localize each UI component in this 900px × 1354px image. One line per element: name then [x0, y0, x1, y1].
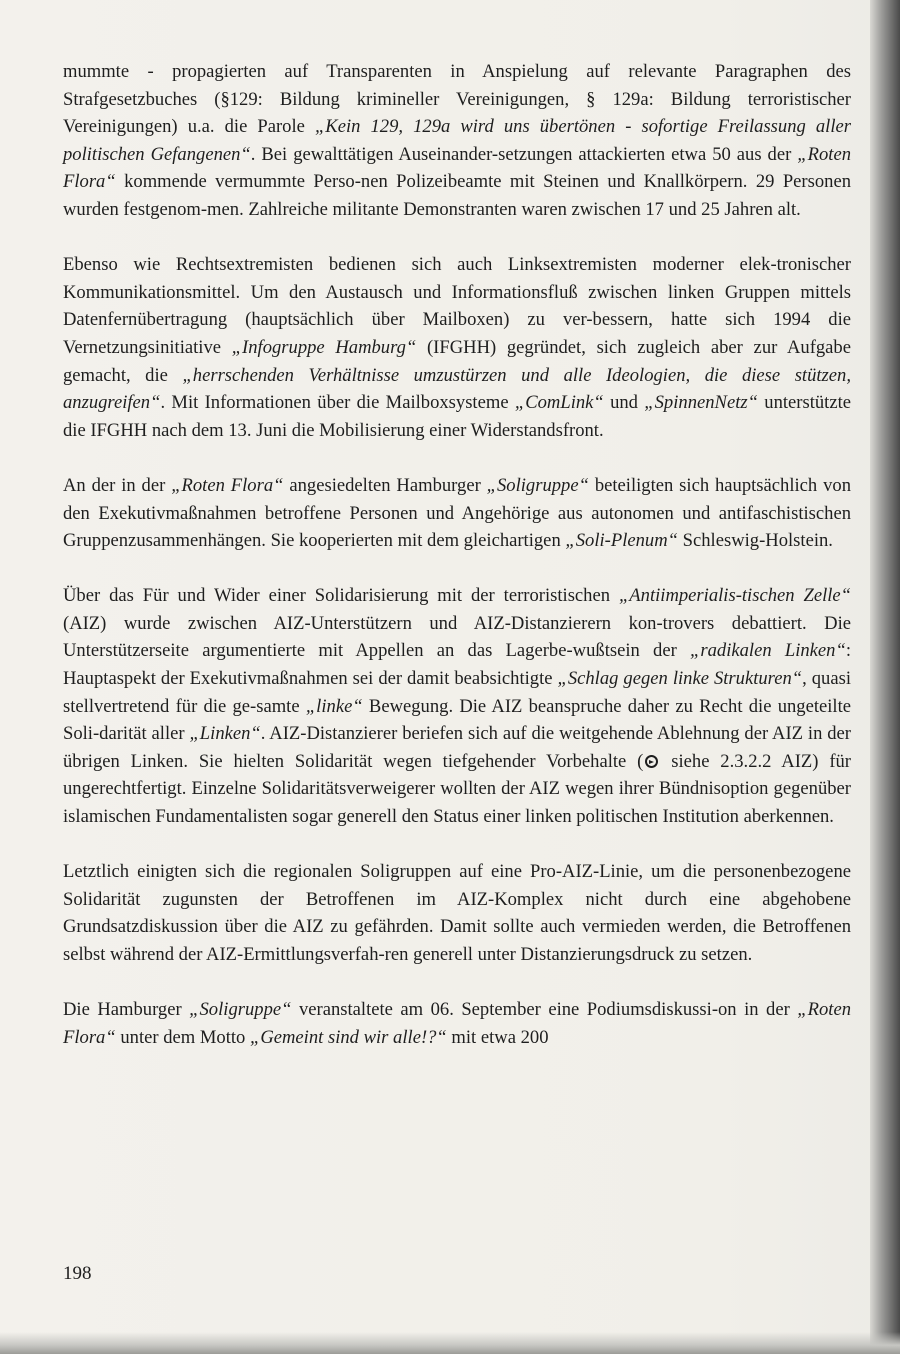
- italic-quote: „herrschenden Verhältnisse umzustürzen und alle Ideologien, die diese stützen, anzugreifen“: [63, 364, 851, 414]
- paragraph: [63, 858, 851, 968]
- text-run: Schleswig-Holstein.: [678, 530, 833, 552]
- paragraph: [63, 251, 851, 444]
- paragraph: [63, 996, 851, 1051]
- text-run: siehe 2.3.2.2 AIZ) für ungerechtfertigt. Einzelne Solidaritätsverweigerer wollten der AIZ wegen ihrer Bündnisoption gegenüber islamischen Fundamentalisten sogar generell den Status einer linken politischen Institution aberkennen.: [63, 750, 851, 828]
- text-run: Die Hamburger: [63, 999, 190, 1021]
- italic-quote: „linke“: [305, 695, 363, 717]
- italic-quote: „Roten Flora“: [63, 143, 852, 193]
- italic-quote: „Roten Flora“: [171, 474, 284, 496]
- text-run: angesiedelten Hamburger: [283, 474, 487, 496]
- text-run: An der in der: [63, 474, 172, 496]
- text-run: (AIZ) wurde zwischen AIZ-Unterstützern und AIZ-Distanzierern kon-trovers debattiert. Die Unterstützerseite argumentierte mit Appellen an das Lagerbe-wußtsein der: [63, 612, 851, 662]
- italic-quote: „Soligruppe“: [189, 999, 292, 1021]
- page-edge-shadow: [870, 0, 900, 1354]
- page-bottom-shadow: [0, 1332, 900, 1354]
- text-run: . Mit Informationen über die Mailboxsysteme: [160, 392, 515, 414]
- paragraph: [63, 472, 851, 555]
- paragraph: [63, 582, 851, 830]
- text-run: . AIZ-Distanzierer beriefen sich auf die weitgehende Ablehnung der AIZ in der übrigen Linken. Sie hielten Solidarität wegen tiefgehender Vorbehalte (: [63, 723, 851, 772]
- italic-quote: „Schlag gegen linke Strukturen“: [557, 668, 803, 690]
- text-run: , quasi stellvertretend für die ge-samte: [63, 668, 851, 717]
- text-run: kommende vermummte Perso-nen Polizeibeamte mit Steinen und Knallkörpern. 29 Personen wurden festgenom-men. Zahlreiche militante Demonstranten waren zwischen 17 und 25 Jahren alt.: [63, 171, 851, 220]
- text-run: Über das Für und Wider einer Solidarisierung mit der terroristischen: [63, 585, 619, 607]
- body-text: [63, 58, 851, 1079]
- text-run: Letztlich einigten sich die regionalen Soligruppen auf eine Pro-AIZ-Linie, um die personenbezogene Solidarität zugunsten der Betroffenen im AIZ-Komplex nicht durch eine abgehobene Grundsatzdiskussion über die AIZ zu gefährden. Damit sollte auch vermieden werden, die Betroffenen selbst während der AIZ-Ermittlungsverfah-ren generell unter Distanzierungsdruck zu setzen.: [63, 861, 851, 965]
- italic-quote: „Roten Flora“: [63, 999, 851, 1048]
- text-run: beteiligten sich hauptsächlich von den Exekutivmaßnahmen betroffene Personen und Angehörige aus autonomen und antifaschistischen Gruppenzusammenhängen. Sie kooperierten mit dem gleichartigen: [63, 474, 851, 552]
- italic-quote: „Soli-Plenum“: [565, 530, 678, 552]
- page-number: 198: [63, 1263, 92, 1284]
- italic-quote: „SpinnenNetz“: [644, 392, 758, 414]
- text-run: mit etwa 200: [446, 1026, 549, 1048]
- text-run: veranstaltete am 06. September eine Podiumsdiskussi-on in der: [291, 999, 798, 1021]
- italic-quote: „ComLink“: [514, 392, 604, 414]
- text-run: . Bei gewalttätigen Auseinander-setzungen attackierten etwa 50 aus der: [250, 143, 798, 165]
- text-run: und: [603, 392, 645, 414]
- text-run: (IFGHH) gegründet, sich zugleich aber zur Aufgabe gemacht, die: [63, 336, 851, 386]
- text-run: unterstützte die IFGHH nach dem 13. Juni die Mobilisierung einer Widerstandsfront.: [63, 392, 852, 441]
- text-run: : Hauptaspekt der Exekutivmaßnahmen sei der damit beabsichtigte: [63, 640, 851, 690]
- text-run: mummte - propagierten auf Transparenten in Anspielung auf relevante Paragraphen des Strafgesetzbuches (§129: Bildung krimineller Vereinigungen, § 129a: Bildung terroristischer Vereinigungen) u.a. die Parole: [63, 61, 851, 138]
- italic-quote: „Kein 129, 129a wird uns übertönen - sofortige Freilassung aller politischen Gefangenen“: [63, 116, 851, 165]
- text-run: Bewegung. Die AIZ beanspruche daher zu Recht die ungeteilte Soli-darität aller: [63, 695, 852, 745]
- italic-quote: „Soligruppe“: [486, 474, 589, 496]
- italic-quote: „Antiimperialis-tischen Zelle“: [618, 585, 851, 607]
- italic-quote: „radikalen Linken“: [690, 640, 846, 662]
- arrow-right-circle-icon: [645, 755, 658, 768]
- italic-quote: „Linken“: [189, 723, 261, 745]
- text-run: unter dem Motto: [115, 1026, 250, 1048]
- italic-quote: „Gemeint sind wir alle!?“: [249, 1026, 447, 1048]
- text-run: Ebenso wie Rechtsextremisten bedienen sich auch Linksextremisten moderner elek-tronischer Kommunikationsmittel. Um den Austausch und Informationsfluß zwischen linken Gruppen mittels Datenfernübertragung (hauptsächlich über Mailboxen) zu ver-bessern, hatte sich 1994 die Vernetzungsinitiative: [63, 254, 851, 358]
- paragraph: [63, 58, 851, 224]
- italic-quote: „Infogruppe Hamburg“: [231, 336, 417, 358]
